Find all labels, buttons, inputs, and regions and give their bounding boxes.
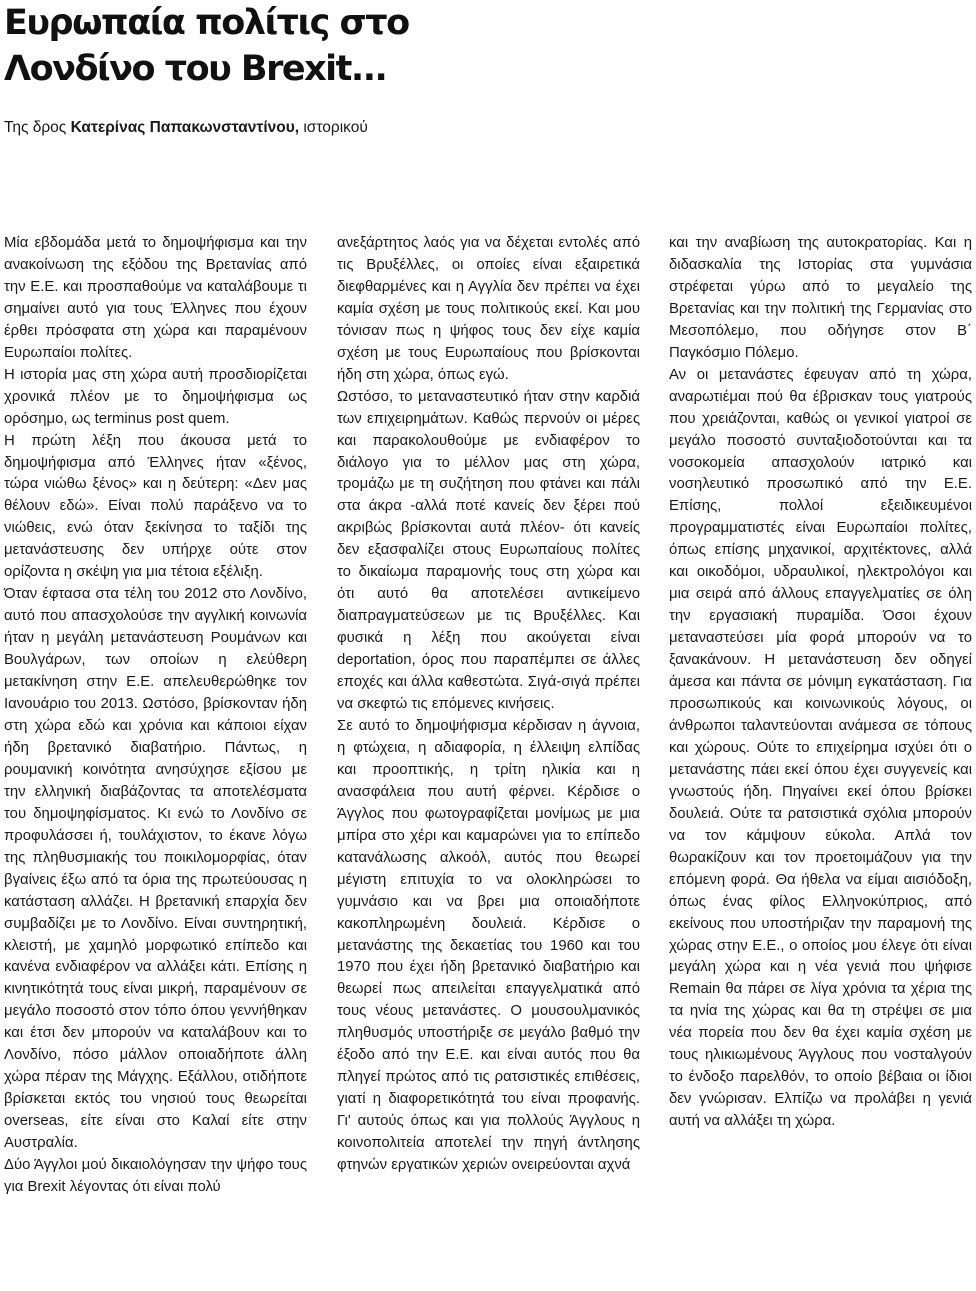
paragraph: Η πρώτη λέξη που άκουσα μετά το δημοψήφισμα από Έλληνες ήταν «ξένος, τώρα νιώθω ξένος» και η δεύτερη: «Δεν μας θέλουν εδώ». Είναι πολύ παράξενο να το νιώθεις, ενώ όταν ξεκίνησα το ταξίδι της μετανάστευσης δεν υπήρχε ούτε στον ορίζοντα η σκέψη για μια τέτοια εξέλιξη.: [4, 432, 307, 581]
paragraph: Δύο Άγγλοι μού δικαιολόγησαν την ψήφο τους για Brexit λέγοντας ότι είναι πολύ: [4, 1157, 307, 1195]
paragraph: και την αναβίωση της αυτοκρατορίας. Και η διδασκαλία της Ιστορίας στα γυμνάσια στρέφεται γύρω από το μεγαλείο της Βρετανίας και την πολιτική της Γερμανίας στο Μεσοπόλεμο, που οδήγησε στον Β΄ Παγκόσμιο Πόλεμο.: [669, 235, 972, 361]
byline-author: Κατερίνας Παπακωνσταντίνου,: [70, 119, 300, 136]
paragraph: Ωστόσο, το μεταναστευτικό ήταν στην καρδιά των επιχειρημάτων. Καθώς περνούν οι μέρες και παρακολουθούμε με ενδιαφέρον το διάλογο για το μέλλον μας στη χώρα, τρομάζω με τη συζήτηση που φτάνει και πάλι στα άκρα -αλλά ποτέ κανείς δεν ξέρει πού ακριβώς βρίσκονται αυτά πλέον- ότι κανείς δεν εξασφαλίζει στους Ευρωπαίους πολίτες το δικαίωμα παραμονής τους στη χώρα και ότι αυτό θα αποτελέσει αντικείμενο διαπραγματεύσεων με τις Βρυξέλλες. Και φυσικά η λέξη που ακούγεται είναι deportation, όρος που παραπέμπει σε άλλες εποχές και άλλα καθεστώτα. Σιγά-σιγά πρέπει να σκεφτώ τις επόμενες κινήσεις.: [337, 388, 640, 713]
article-headline: [4, 0, 904, 92]
article-column-3: [669, 233, 972, 1133]
byline: [4, 117, 368, 139]
paragraph: Η ιστορία μας στη χώρα αυτή προσδιορίζεται χρονικά πλέον με το δημοψήφισμα ως ορόσημο, ως terminus post quem.: [4, 366, 307, 427]
headline-line-2: Λονδίνο του Brexit...: [4, 49, 387, 89]
paragraph: Αν οι μετανάστες έφευγαν από τη χώρα, αναρωτιέμαι πού θα έβρισκαν τους γιατρούς που χρειάζονται, καθώς οι γενικοί γιατροί σε μεγάλο ποσοστό συνταξιοδοτούνται και τα νοσοκομεία απασχολούν ιατρικό και νοσηλευτικό προσωπικό από την Ε.Ε. Επίσης, πολλοί εξειδικευμένοι προγραμματιστές είναι Ευρωπαίοι πολίτες, όπως επίσης μηχανικοί, αρχιτέκτονες, αλλά και οικοδόμοι, υδραυλικοί, ηλεκτρολόγοι και μια σειρά από άλλους επαγγελματίες σε όλη την εργασιακή πυραμίδα. Όσοι έχουν μεταναστεύσει μία φορά μπορούν να το ξανακάνουν. Η μετανάστευση δεν οδηγεί άμεσα και πάντα σε μόνιμη εγκατάσταση. Για προσωπικούς και κοινωνικούς λόγους, οι άνθρωποι ταλαντεύονται ανάμεσα σε τόπους και χώρους. Ούτε το επιχείρημα ισχύει ότι ο μετανάστης πάει εκεί όπου έχει συγγενείς και γνωστούς ήδη. Πηγαίνει εκεί όπου βρίσκει δουλειά. Ούτε τα ρατσιστικά σχόλια μπορούν να τον κάμψουν εύκολα. Απλά τον θωρακίζουν και τον προετοιμάζουν για την επόμενη φορά. Θα ήθελα να είμαι αισιόδοξη, όπως ένας φίλος Ελληνοκύπριος, από εκείνους που υποστήριζαν την παραμονή της χώρας στην Ε.Ε., ο οποίος μου έλεγε ότι είναι μεγάλη χώρα και η νέα γενιά που ψήφισε Remain θα πάρει σε λίγα χρόνια τα χέρια της τα ηνία της χώρας και θα τη στρέψει σε μια νέα πορεία που δεν θα έχει καμία σχέση με τους ηλικιωμένους Άγγλους που νοσταλγούν το ένδοξο παρελθόν, το οποίο βέβαια οι ίδιοι δεν γνώρισαν. Ελπίζω να προλάβει η γενιά αυτή να αλλάξει τη χώρα.: [669, 366, 972, 1130]
headline-line-1: Ευρωπαία πολίτις στο: [4, 3, 409, 43]
paragraph: Σε αυτό το δημοψήφισμα κέρδισαν η άγνοια, η φτώχεια, η αδιαφορία, η έλλειψη ελπίδας και προοπτικής, η τρίτη ηλικία και η ανασφάλεια που αυτή φέρνει. Κέρδισε ο Άγγλος που φωτογραφίζεται μονίμως με μια μπίρα στο χέρι και καμαρώνει για το επίπεδο κατανάλωσης αλκοόλ, αυτός που θεωρεί μέγιστη επιτυχία το να ολοκληρώσει το γυμνάσιο και να βρει μια οποιαδήποτε κακοπληρωμένη δουλειά. Κέρδισε ο μετανάστης της δεκαετίας του 1960 και του 1970 που έχει ήδη βρετανικό διαβατήριο και θεωρεί πως απειλείται επαγγελματικά από τους νέους μετανάστες. Ο μουσουλμανικός πληθυσμός υποστήριξε σε μεγάλο βαθμό την έξοδο από την Ε.Ε. και είναι αυτός που θα πληγεί πρώτος από τις ρατσιστικές επιθέσεις, γιατί η διαφορετικότητά του είναι προφανής. Γι' αυτούς όπως και για πολλούς Άγγλους η κοινοπολιτεία αποτελεί την πηγή άντλησης φτηνών εργατικών χεριών ονειρεύονται αχνά: [337, 717, 640, 1174]
byline-prefix: Της δρος: [4, 119, 71, 136]
article-column-2: [337, 233, 640, 1177]
paragraph: ανεξάρτητος λαός για να δέχεται εντολές από τις Βρυξέλλες, οι οποίες είναι εξαιρετικά διεφθαρμένες και η Αγγλία δεν πρέπει να έχει καμία σχέση με τους πολιτικούς εκεί. Και μου τόνισαν πως η ψήφος τους δεν είχε καμία σχέση με τους Ευρωπαίους που βρίσκονται ήδη στη χώρα, όπως εγώ.: [337, 235, 640, 383]
paragraph: Όταν έφτασα στα τέλη του 2012 στο Λονδίνο, αυτό που απασχολούσε την αγγλική κοινωνία ήταν η μεγάλη μετανάστευση Ρουμάνων και Βουλγάρων, των οποίων η ελεύθερη μετακίνηση στην Ε.Ε. απελευθερώθηκε τον Ιανουάριο του 2013. Ωστόσο, βρίσκονταν ήδη στη χώρα εδώ και χρόνια και κάποιοι είχαν ήδη βρετανικό διαβατήριο. Πάντως, η ρουμανική κοινότητα ανησύχησε εξίσου με την ελληνική διαβάζοντας τα αποτελέσματα του δημοψηφίσματος. Κι ενώ το Λονδίνο σε προφυλάσσει ή, τουλάχιστον, το έκανε λόγω της πληθυσμιακής του ποικιλομορφίας, όταν βγαίνεις έξω από τα όρια της πρωτεύουσας η κατάσταση αλλάζει. Η βρετανική επαρχία δεν συμβαδίζει με το Λονδίνο. Είναι συντηρητική, κλειστή, με χαμηλό μορφωτικό επίπεδο και κανένα ενδιαφέρον να αλλάξει κάτι. Επίσης η κινητικότητά τους είναι μικρή, παραμένουν σε μεγάλο ποσοστό στον τόπο όπου γεννήθηκαν και έτσι δεν μπορούν να καταλάβουν και το Λονδίνο, πόσο μάλλον οποιαδήποτε άλλη χώρα πέραν της Μάγχης. Εξάλλου, οτιδήποτε βρίσκεται εκτός του νησιού τους θεωρείται overseas, είτε είναι στο Καλαί είτε στην Αυστραλία.: [4, 586, 307, 1152]
article-column-1: [4, 233, 307, 1199]
paragraph: Μία εβδομάδα μετά το δημοψήφισμα και την ανακοίνωση της εξόδου της Βρετανίας από την Ε.Ε. και προσπαθούμε να καταλάβουμε τι σημαίνει αυτό για τους Έλληνες που έχουν έρθει πρόσφατα στη χώρα και παραμένουν Ευρωπαίοι πολίτες.: [4, 235, 307, 361]
byline-suffix: ιστορικού: [299, 119, 368, 136]
